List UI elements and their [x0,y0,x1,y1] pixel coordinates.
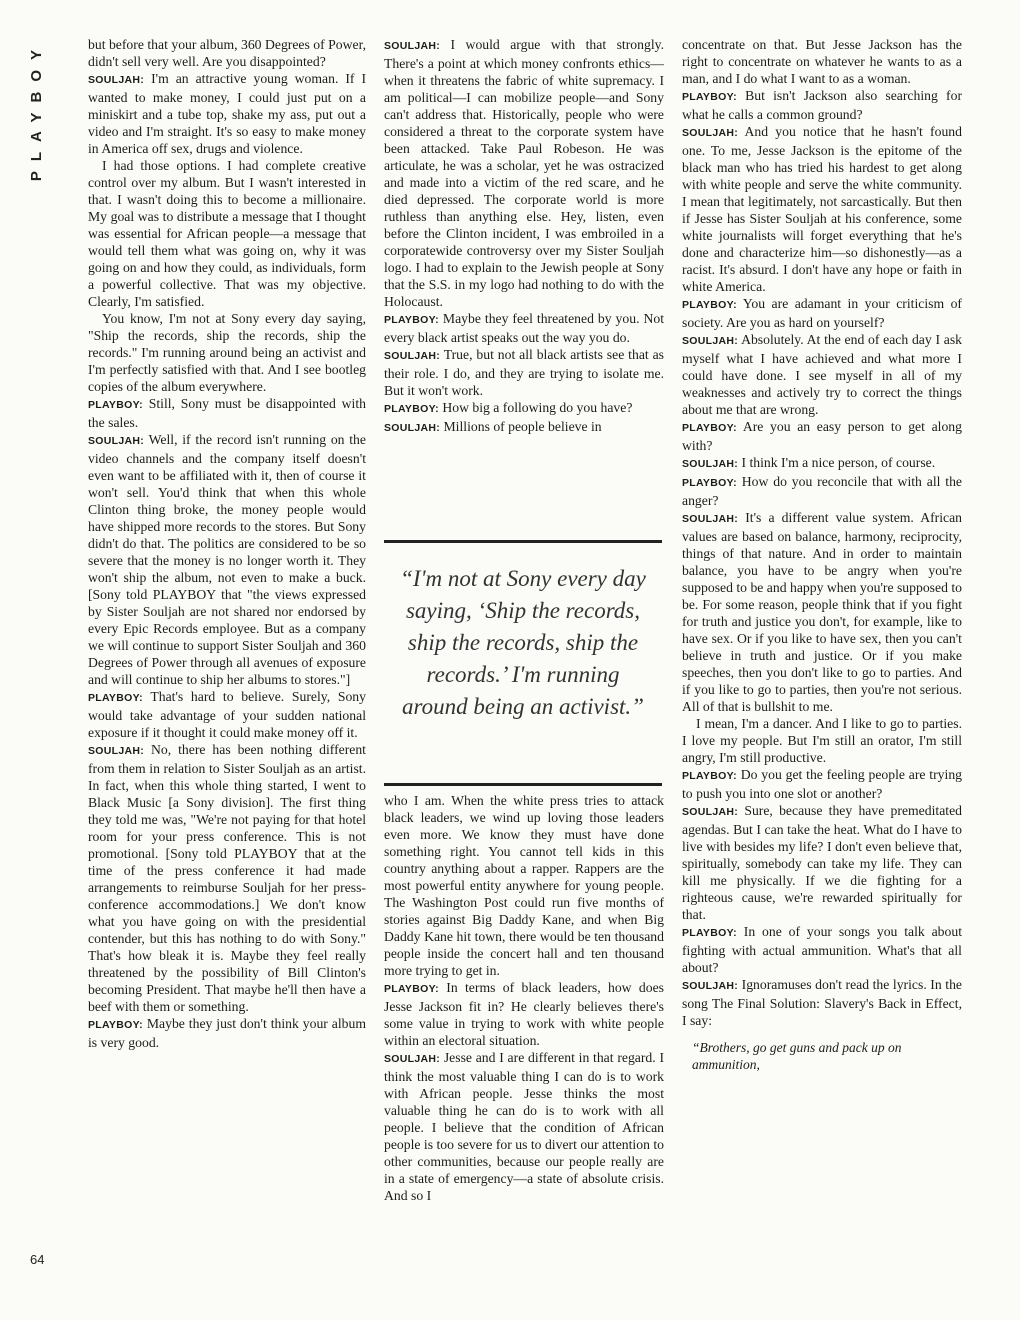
speaker-label: SOULJAH: [682,127,739,139]
paragraph [682,715,962,766]
paragraph [384,792,664,979]
paragraph-text: I think I'm a nice person, of course. [741,455,936,470]
paragraph [682,454,962,473]
pull-quote-text: “I'm not at Sony every day saying, ‘Ship the records, ship the records, ship the records.’ I'm running around being an activist.” [400,566,646,719]
paragraph-text: Ignoramuses don't read the lyrics. In the song The Final Solution: Slavery's Back in Effect, I say: [682,977,962,1028]
speaker-label: PLAYBOY: [682,927,737,939]
paragraph-text: I would argue with that strongly. There's a point at which money confronts ethics—when it threatens the fabric of white supremacy. I am political—I can mobilize people—and Sony can't address that. Historically, people who were considered a threat to the corporate system have been attacked. Take Paul Robeson. He was articulate, he was a scholar, yet he was ostracized and made into a victim of the red scare, and he died depressed. The corporate world is more ruthless than anything else. Hey, listen, even before the Clinton incident, I was embroiled in a corporatewide controversy over my Sister Souljah logo. I had to explain to the Jewish people at Sony that the S.S. in my logo had nothing to do with the Holocaust. [384,37,665,309]
paragraph [682,976,962,1029]
paragraph-text: who I am. When the white press tries to attack black leaders, we wind up loving those leaders even more. We know they must have done something right. You cannot tell kids in this country anything about a rapper. Rappers are the most powerful entity anywhere for young people. The Washington Post could run five months of stories against Big Daddy Kane, and when Big Daddy Kane hit town, there would be ten thousand people inside the concert hall and ten thousand more trying to get in. [384,793,664,978]
paragraph [682,36,962,87]
speaker-label: PLAYBOY: [682,299,737,311]
paragraph-text: You know, I'm not at Sony every day saying, "Ship the records, ship the records, ship the records." I'm running around being an activist and I'm perfectly satisfied with that. And I see bootleg copies of the album everywhere. [88,311,366,394]
speaker-label: SOULJAH: [682,980,739,992]
paragraph [682,923,962,976]
paragraph [384,36,664,310]
paragraph-text: Are you an easy person to get along with? [682,419,962,453]
paragraph [88,310,366,395]
paragraph-text: No, there has been nothing different from them in relation to Sister Souljah as an artist. In fact, when this whole thing started, I went to Black Music [a Sony division]. The first thing they told me was, "We're not paying for that hotel room for your press conference. This is not promotional. [Sony told PLAYBOY that at the time of the press conference it had made arrangements to reimburse Souljah for her press-conference accommodations.] We don't know what you have going on with the presidential contender, but this has nothing to do with Sony." That's how bleak it is. Maybe they feel really threatened by the possibility of Bill Clinton's becoming President. That maybe he'll then have a beef with them or something. [88,742,366,1014]
speaker-label: PLAYBOY: [88,692,143,704]
paragraph-text: Maybe they just don't think your album is very good. [88,1016,367,1050]
speaker-label: SOULJAH: [384,1053,441,1065]
paragraph [88,36,366,70]
paragraph [384,310,664,346]
column-2-bottom [384,792,664,1276]
song-verse: “Brothers, go get guns and pack up on ammunition, [692,1040,902,1072]
page-number: 64 [30,1252,45,1267]
paragraph-text: Sure, because they have premeditated agendas. But I can take the heat. What do I have to live with besides my life? I don't even believe that, spiritually, somebody can take my life. They can kill me physically. If we die fighting for a righteous cause, we're rewarded spiritually for that. [682,803,962,922]
paragraph [682,295,962,331]
paragraph-text: How do you reconcile that with all the anger? [682,474,963,508]
speaker-label: PLAYBOY: [384,983,439,995]
paragraph [384,399,664,418]
paragraph-text: Jesse and I are different in that regard. I think the most valuable thing I can do is to work with African people. Jesse thinks the most valuable thing he can do is to work with all people. I believe that the condition of African people is too severe for us to divert our attention to other communities, because our people really are in a state of emergency—a state of absolute crisis. And so I [384,1050,665,1203]
paragraph-text: but before that your album, 360 Degrees of Power, didn't sell very well. Are you disappointed? [88,37,366,69]
paragraph-text: Millions of people believe in [443,419,602,434]
speaker-label: PLAYBOY: [384,314,439,326]
paragraph [88,70,366,157]
paragraph-text: You are adamant in your criticism of society. Are you as hard on yourself? [682,296,962,330]
paragraph-text: Absolutely. At the end of each day I ask myself what I have achieved and what more I could have done. I see myself in all of my weaknesses and actively try to correct the things about me that are wrong. [682,332,962,417]
speaker-label: PLAYBOY: [682,477,737,489]
paragraph-text: That's hard to believe. Surely, Sony would take advantage of your sudden national exposure if it thought it could make money off it. [88,689,366,740]
paragraph-text: It's a different value system. African values are based on balance, harmony, reciprocity, things of that nature. And in order to maintain balance, you have to be angry when you're supposed to be and happy when you're supposed to be. For some reason, people think that if you fight for truth and justice you don't, for example, like to have sex. Or if you like to have sex, then you can't believe in truth and justice. Or if you make speeches, then you don't like to go to parties. And if you like to go to parties, then you're not serious. All of that is bullshit to me. [682,510,963,714]
paragraph-text: In one of your songs you talk about fighting with actual ammunition. What's that all about? [682,924,963,975]
paragraph-text: I had those options. I had complete creative control over my album. But I wasn't interested in that. I wasn't doing this to become a millionaire. My goal was to distribute a message that I thought was essential for African people—a message that would tell them what was going on, why it was going on and how they could, as individuals, form a powerful collective. That was my objective. Clearly, I'm satisfied. [88,158,366,309]
speaker-label: SOULJAH: [88,435,145,447]
paragraph [682,766,962,802]
paragraph-text: And you notice that he hasn't found one. To me, Jesse Jackson is the epitome of the black man who has tried his hardest to get along with white people and serve the white community. I mean that legitimately, not sarcastically. But then if Jesse has Sister Souljah at his conference, some white journalists will forget everything that he's done and characterize him—so dishonestly—as a racist. It's absurd. I don't have any hope or faith in white America. [682,124,962,294]
paragraph-text: Maybe they feel threatened by you. Not every black artist speaks out the way you do. [384,311,664,345]
paragraph [384,418,664,437]
paragraph-text: Well, if the record isn't running on the video channels and the company itself doesn't even want to be affiliated with it, then of course it won't sell. You'd think that when this whole Clinton thing broke, the money people would have shipped more records to the stores. But Sony didn't do that. The politics are considered to be so severe that the money is no longer worth it. They won't ship the album, not even to make a buck. [Sony told PLAYBOY that "the views expressed by Sister Souljah are not shared nor endorsed by every Epic Records employee. But as a company we will continue to support Sister Souljah and 360 Degrees of Power through all avenues of exposure and will continue to ship her albums to stores."] [88,432,366,687]
paragraph [88,688,366,741]
paragraph [682,802,962,923]
paragraph [88,741,366,1015]
speaker-label: SOULJAH: [682,458,739,470]
magazine-vertical-logo: PLAYBOY [28,40,45,182]
column-1 [88,36,366,1276]
speaker-label: SOULJAH: [384,422,441,434]
paragraph [384,346,664,399]
paragraph [682,473,962,509]
paragraph [88,157,366,310]
paragraph-text: In terms of black leaders, how does Jesse Jackson fit in? He clearly believes there's some value in trying to work with white people within an electoral situation. [384,980,664,1048]
speaker-label: SOULJAH: [682,806,739,818]
paragraph-text: I mean, I'm a dancer. And I like to go to parties. I love my people. But I'm still an orator, I'm still angry, I'm still productive. [682,716,962,765]
speaker-label: SOULJAH: [682,335,739,347]
paragraph [682,509,962,715]
speaker-label: PLAYBOY: [682,422,737,434]
paragraph [88,395,366,431]
speaker-label: PLAYBOY: [682,91,737,103]
speaker-label: PLAYBOY: [88,399,143,411]
speaker-label: SOULJAH: [88,74,145,86]
column-3 [682,36,962,1276]
paragraph [682,87,962,123]
paragraph-text: True, but not all black artists see that as their role. I do, and they are trying to isolate me. But it won't work. [384,347,664,398]
speaker-label: SOULJAH: [682,513,739,525]
paragraph [682,331,962,418]
paragraph [384,1049,664,1204]
column-2-top [384,36,664,516]
speaker-label: PLAYBOY: [682,770,737,782]
paragraph [682,418,962,454]
speaker-label: SOULJAH: [384,40,441,52]
paragraph-text: Do you get the feeling people are trying to push you into one slot or another? [682,767,963,801]
paragraph-text: How big a following do you have? [442,400,633,415]
paragraph [88,1015,366,1051]
paragraph [682,123,962,295]
speaker-label: PLAYBOY: [88,1019,143,1031]
paragraph [88,431,366,688]
paragraph-text: But isn't Jackson also searching for what he calls a common ground? [682,88,963,122]
paragraph [384,979,664,1049]
pull-quote [384,540,662,786]
speaker-label: SOULJAH: [384,350,441,362]
paragraph-text: I'm an attractive young woman. If I wanted to make money, I could just put on a miniskirt and a tube top, shake my ass, put out a video and I'm straight. It's so easy to make money in America off sex, drugs and violence. [88,71,367,156]
speaker-label: PLAYBOY: [384,403,439,415]
paragraph-text: concentrate on that. But Jesse Jackson has the right to concentrate on whatever he wants to as a man, and I do what I want to as a woman. [682,37,962,86]
paragraph-text: Still, Sony must be disappointed with the sales. [88,396,366,430]
speaker-label: SOULJAH: [88,745,145,757]
